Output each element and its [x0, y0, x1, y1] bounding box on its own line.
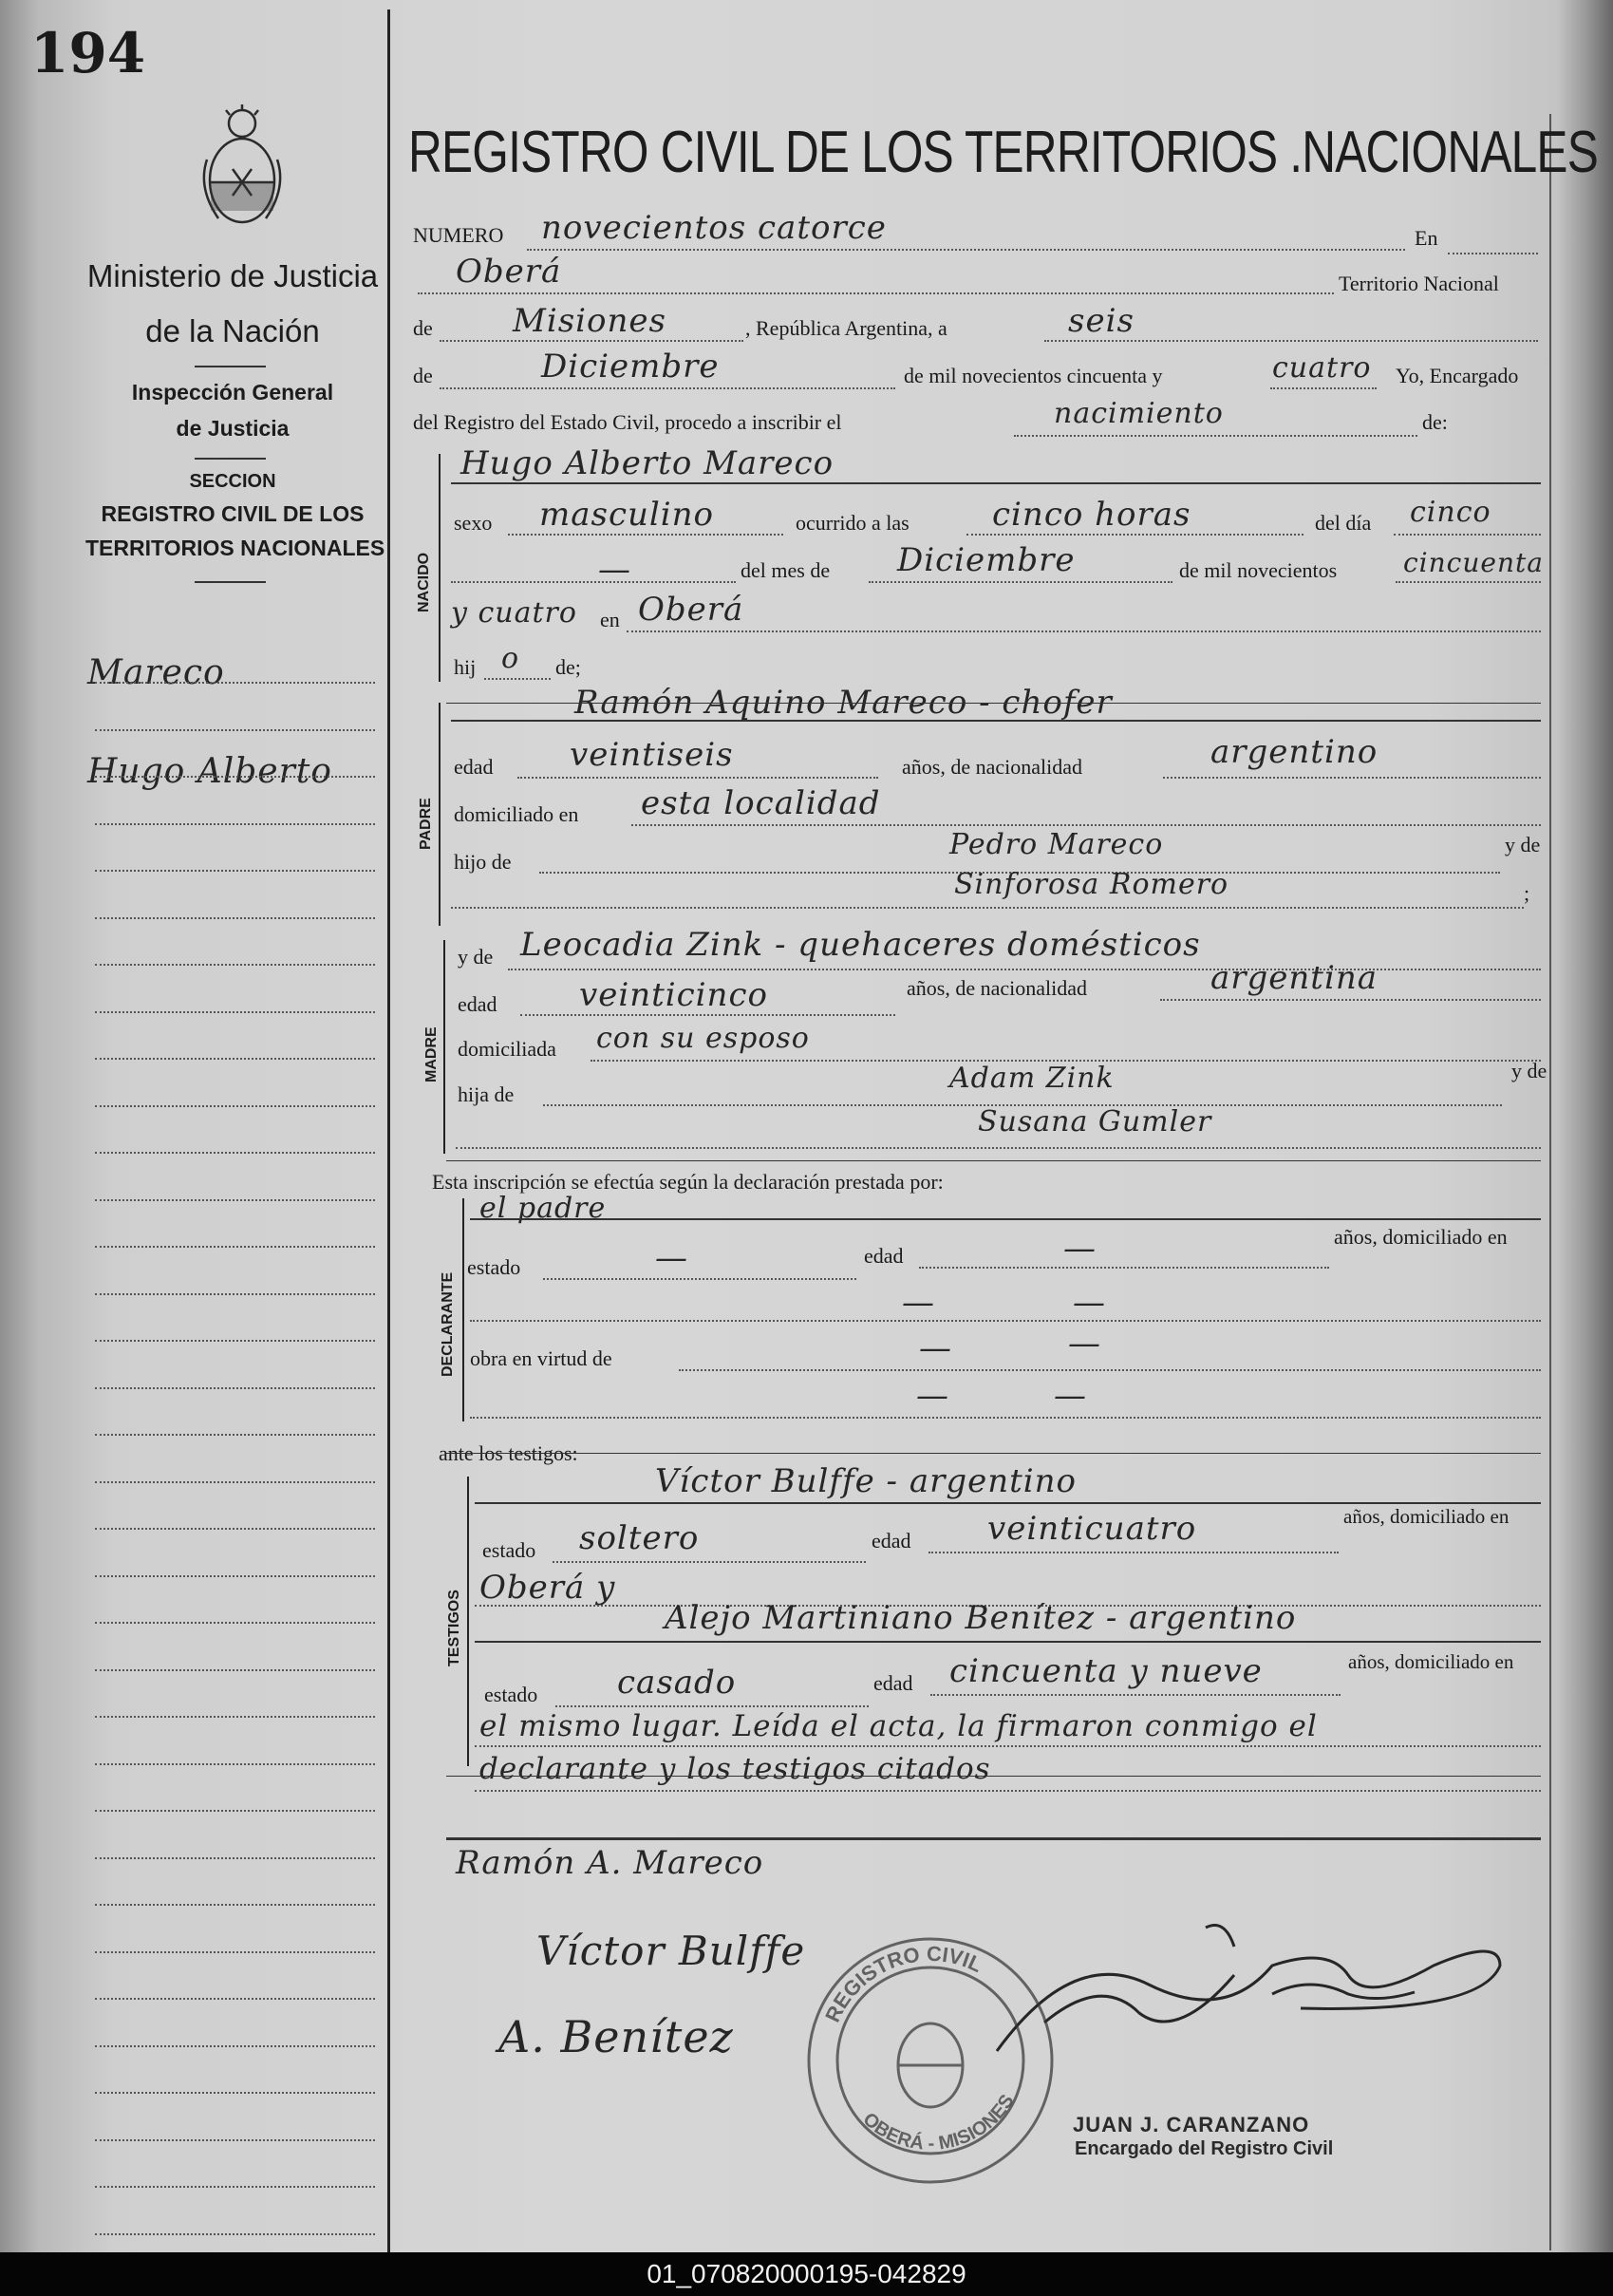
sexo-line	[508, 534, 783, 536]
sidebar-rule	[95, 2045, 375, 2047]
sidebar-rule	[95, 1481, 375, 1483]
sidebar-rule	[95, 964, 375, 966]
padre-edad-value: veintiseis	[570, 736, 734, 774]
month-value: Diciembre	[541, 348, 720, 386]
padre-y-de: y de	[1505, 833, 1541, 856]
dash-line	[451, 581, 736, 583]
signature-2: Víctor Bulffe	[536, 1928, 806, 1974]
madre-edad-value: veinticinco	[579, 976, 768, 1014]
territory-line	[440, 340, 743, 342]
witness-2-anos-label: años, domiciliado en	[1348, 1650, 1514, 1673]
declarante-obra-label: obra en virtud de	[470, 1346, 612, 1370]
testigos-intro: ante los testigos:	[439, 1441, 578, 1465]
sidebar-rule	[95, 1434, 375, 1436]
padre-name-value: Ramón Aquino Mareco - chofer	[574, 684, 1113, 722]
padre-domicilio-label: domiciliado en	[454, 802, 579, 826]
inspection-line-1: Inspección General	[131, 380, 334, 405]
registro-label: del Registro del Estado Civil, procedo a inscribir el	[413, 410, 842, 434]
sidebar-rule	[95, 1763, 375, 1765]
declarante-edad-line	[919, 1267, 1329, 1269]
sidebar-rule	[95, 1387, 375, 1389]
sidebar-rule	[95, 729, 375, 731]
padre-nacionalidad-label: años, de nacionalidad	[902, 755, 1082, 779]
padre-nacionalidad-line	[1163, 777, 1541, 779]
hij-label: hij	[454, 655, 477, 679]
inspection-line-2: de Justicia	[176, 416, 290, 441]
sidebar-divider	[195, 366, 266, 367]
dash-value: —	[598, 551, 631, 589]
madre-nacionalidad-label: años, de nacionalidad	[907, 976, 1087, 1000]
svg-text:OBERÁ - MISIONES	[859, 2091, 1019, 2155]
sidebar-rule	[95, 1152, 375, 1154]
sidebar-rule	[95, 1246, 375, 1248]
witness-1-estado-label: estado	[482, 1538, 536, 1562]
declarante-obra-dash: —	[919, 1329, 952, 1367]
lugar-line	[627, 630, 1541, 632]
svg-text:REGISTRO CIVIL	[820, 1942, 985, 2026]
declarante-name-value: el padre	[479, 1192, 607, 1225]
sidebar-rule	[95, 2092, 375, 2094]
padre-domicilio-value: esta localidad	[641, 784, 881, 822]
registrar-signature	[987, 1909, 1519, 2098]
declarante-extra-line	[470, 1417, 1541, 1419]
margin-rule	[387, 9, 390, 2252]
section-line-1: REGISTRO CIVIL DE LOS	[101, 501, 365, 526]
witness-2-estado-label: estado	[484, 1683, 538, 1706]
sidebar-rule	[95, 1669, 375, 1671]
section-rule	[446, 1160, 1541, 1161]
padre-hijo-label: hijo de	[454, 850, 512, 874]
padre-side-label: PADRE	[418, 798, 434, 850]
madre-nacionalidad-line	[1160, 999, 1541, 1001]
civil-registry-seal-icon	[802, 1932, 1059, 2189]
madre-y-de-2: y de	[1511, 1059, 1547, 1082]
witness-1-estado-line	[553, 1561, 866, 1563]
image-id-footer: 01_070820000195-042829	[0, 2252, 1613, 2296]
declarante-bracket	[462, 1198, 464, 1421]
sidebar-rule	[95, 1528, 375, 1530]
padre-name-line	[451, 720, 1541, 722]
year-line	[1270, 387, 1377, 389]
territory-value: Misiones	[513, 302, 666, 340]
act-type-value: nacimiento	[1054, 397, 1224, 430]
declarante-edad-label: edad	[864, 1244, 904, 1268]
sidebar-rule	[95, 1810, 375, 1812]
del-dia-label: del día	[1315, 511, 1372, 535]
nacido-en-label: en	[600, 608, 620, 631]
sidebar-rule	[95, 1199, 375, 1201]
padre-father-value: Pedro Mareco	[949, 828, 1164, 861]
padre-mother-line	[451, 907, 1524, 909]
padre-edad-line	[517, 777, 878, 779]
numero-value: novecientos catorce	[541, 209, 887, 247]
witness-1-estado: soltero	[579, 1519, 700, 1557]
declarante-extra-dash: —	[916, 1377, 949, 1415]
madre-side-label: MADRE	[423, 1026, 440, 1082]
mes-line	[869, 581, 1172, 583]
nacido-bracket	[439, 454, 441, 682]
hij-suffix: o	[501, 642, 520, 675]
dia-value: cinco	[1410, 496, 1491, 529]
madre-bracket	[443, 940, 445, 1154]
sidebar-rule	[95, 682, 375, 684]
witness-1-anos-label: años, domiciliado en	[1343, 1505, 1510, 1528]
declarante-anos-label: años, domiciliado en	[1334, 1225, 1508, 1249]
declarante-domicilio-dash-2: —	[1073, 1284, 1106, 1322]
ministry-line-2: de la Nación	[145, 313, 320, 348]
madre-name-value: Leocadia Zink - quehaceres domésticos	[520, 926, 1201, 964]
sidebar-rule	[95, 1058, 375, 1060]
madre-mother-line	[456, 1147, 1541, 1149]
act-type-line	[1014, 435, 1417, 437]
nacido-name-value: Hugo Alberto Mareco	[460, 444, 835, 482]
page-number: 194	[30, 21, 146, 85]
encargado-label: Yo, Encargado	[1396, 364, 1519, 387]
declarante-obra-line	[679, 1369, 1541, 1371]
sidebar-rule	[95, 776, 375, 778]
witness-2-domicilio: el mismo lugar. Leída el acta, la firmaron conmigo el	[479, 1709, 1318, 1743]
nacido-side-label: NACIDO	[416, 552, 432, 612]
declarante-side-label: DECLARANTE	[440, 1271, 456, 1377]
declarante-edad-dash: —	[1063, 1230, 1097, 1268]
witness-1-edad-label: edad	[872, 1529, 911, 1553]
sidebar-rule	[95, 1904, 375, 1906]
sidebar-rule	[95, 2233, 375, 2235]
witness-2-estado: casado	[617, 1664, 737, 1702]
madre-mother-value: Susana Gumler	[978, 1105, 1212, 1139]
sidebar-rule	[95, 1293, 375, 1295]
madre-domicilio-value: con su esposo	[596, 1022, 810, 1055]
ocurrido-label: ocurrido a las	[796, 511, 910, 535]
witness-2-edad-label: edad	[873, 1671, 913, 1695]
madre-y-de: y de	[458, 945, 494, 969]
sexo-value: masculino	[539, 496, 715, 534]
sidebar-rule	[95, 1105, 375, 1107]
madre-edad-label: edad	[458, 992, 497, 1016]
witness-2-edad: cincuenta y nueve	[949, 1652, 1263, 1690]
hora-value: cinco horas	[992, 496, 1191, 534]
witness-2-domicilio-line	[475, 1745, 1541, 1747]
year-label: de mil novecientos cincuenta y	[904, 364, 1163, 387]
place-line	[418, 292, 1334, 294]
margin-given-names: Hugo Alberto	[87, 752, 332, 791]
sidebar-rule	[95, 1716, 375, 1718]
declarante-domicilio-line	[470, 1320, 1541, 1322]
anio-value-a: cincuenta	[1403, 547, 1544, 578]
witness-2-edad-line	[930, 1694, 1341, 1696]
section-rule	[446, 1453, 1541, 1454]
sidebar-divider	[195, 581, 266, 583]
padre-mother-value: Sinforosa Romero	[954, 868, 1229, 901]
signature-1: Ramón A. Mareco	[456, 1844, 764, 1882]
republica-label: , República Argentina, a	[745, 316, 947, 340]
witness-2-name-line	[475, 1641, 1541, 1643]
de-colon: de:	[1422, 410, 1448, 434]
sidebar-rule	[95, 1011, 375, 1013]
sidebar-divider	[195, 458, 266, 460]
anio-line	[1396, 581, 1541, 583]
registrar-name: JUAN J. CARANZANO	[1073, 2113, 1310, 2136]
witness-1-domicilio: Oberá y	[479, 1569, 616, 1607]
declarante-name-line	[470, 1218, 1541, 1220]
padre-edad-label: edad	[454, 755, 494, 779]
section-line-2: TERRITORIOS NACIONALES	[85, 536, 385, 560]
section-label: SECCION	[189, 471, 276, 492]
de-label: de	[413, 316, 433, 340]
seal-bottom-text: OBERÁ - MISIONES	[858, 2091, 1019, 2155]
margin-surname: Mareco	[87, 653, 225, 692]
sidebar-rule	[95, 2186, 375, 2188]
witness-1-name: Víctor Bulffe - argentino	[655, 1462, 1078, 1500]
numero-label: NUMERO	[413, 223, 504, 247]
month-line	[440, 387, 895, 389]
madre-name-line	[508, 969, 1541, 970]
sidebar-rule	[95, 1857, 375, 1859]
declarante-estado-line	[543, 1278, 856, 1280]
closing-text: declarante y los testigos citados	[479, 1752, 991, 1786]
nacido-name-line	[451, 482, 1541, 484]
madre-hija-label: hija de	[458, 1082, 515, 1106]
numero-line	[527, 249, 1405, 251]
place-value: Oberá	[456, 253, 562, 291]
anio-value-b: y cuatro	[451, 596, 577, 630]
section-rule	[446, 1776, 1541, 1777]
declarante-intro: Esta inscripción se efectúa según la declaración prestada por:	[432, 1170, 944, 1194]
declarante-obra-dash-2: —	[1068, 1325, 1101, 1363]
declarante-domicilio-dash: —	[902, 1284, 935, 1322]
seal-top-text: REGISTRO CIVIL	[820, 1941, 986, 2026]
mil-label: de mil novecientos	[1179, 558, 1338, 582]
sidebar-rule	[95, 1340, 375, 1342]
declarante-extra-dash-2: —	[1054, 1377, 1087, 1415]
territorio-label: Territorio Nacional	[1339, 272, 1499, 295]
form-title: REGISTRO CIVIL DE LOS TERRITORIOS .NACIONALES	[408, 120, 1598, 185]
witness-2-estado-line	[555, 1705, 869, 1707]
sidebar-rule	[95, 1998, 375, 2000]
madre-father-value: Adam Zink	[949, 1062, 1115, 1095]
section-rule	[446, 703, 1541, 704]
padre-semicolon: ;	[1524, 881, 1530, 905]
sidebar-rule	[95, 2139, 375, 2141]
sidebar-rule	[95, 1575, 375, 1577]
coat-of-arms-icon	[190, 103, 294, 235]
madre-edad-line	[520, 1014, 895, 1016]
registrar-title: Encargado del Registro Civil	[1075, 2138, 1334, 2159]
witness-1-edad-line	[928, 1552, 1339, 1553]
hij-de-label: de;	[555, 655, 581, 679]
sidebar-rule	[95, 917, 375, 919]
witness-1-name-line	[475, 1502, 1541, 1504]
padre-domicilio-line	[631, 824, 1541, 826]
testigos-bracket	[467, 1477, 469, 1766]
de-label-2: de	[413, 364, 433, 387]
year-value: cuatro	[1272, 351, 1372, 385]
sexo-label: sexo	[454, 511, 493, 535]
closing-line	[475, 1790, 1541, 1792]
sidebar-rule	[95, 823, 375, 825]
hora-line	[966, 534, 1304, 536]
witness-1-edad: veinticuatro	[987, 1510, 1197, 1548]
witness-2-name: Alejo Martiniano Benítez - argentino	[665, 1599, 1297, 1637]
padre-nacionalidad-value: argentino	[1210, 733, 1379, 771]
sidebar-rule	[95, 870, 375, 872]
declarante-estado-label: estado	[467, 1255, 521, 1279]
day-line	[1044, 340, 1538, 342]
testigos-side-label: TESTIGOS	[446, 1590, 462, 1666]
en-label: En	[1415, 226, 1438, 250]
dia-line	[1394, 534, 1541, 536]
padre-bracket	[439, 703, 441, 926]
mes-value: Diciembre	[897, 541, 1076, 579]
del-mes-label: del mes de	[741, 558, 831, 582]
madre-domicilio-label: domiciliada	[458, 1037, 556, 1061]
ministry-line-1: Ministerio de Justicia	[86, 258, 379, 293]
signature-top-rule	[446, 1837, 1541, 1840]
page-edge-rule	[1549, 114, 1551, 2250]
sidebar-rule	[95, 1951, 375, 1953]
lugar-value: Oberá	[638, 591, 744, 629]
declarante-estado-dash: —	[655, 1239, 688, 1277]
day-value: seis	[1068, 302, 1135, 340]
en-line	[1448, 253, 1538, 254]
signature-3: A. Benítez	[498, 2011, 734, 2062]
sidebar-rule	[95, 1622, 375, 1624]
madre-nacionalidad-value: argentina	[1210, 959, 1379, 997]
hij-line	[484, 678, 551, 680]
